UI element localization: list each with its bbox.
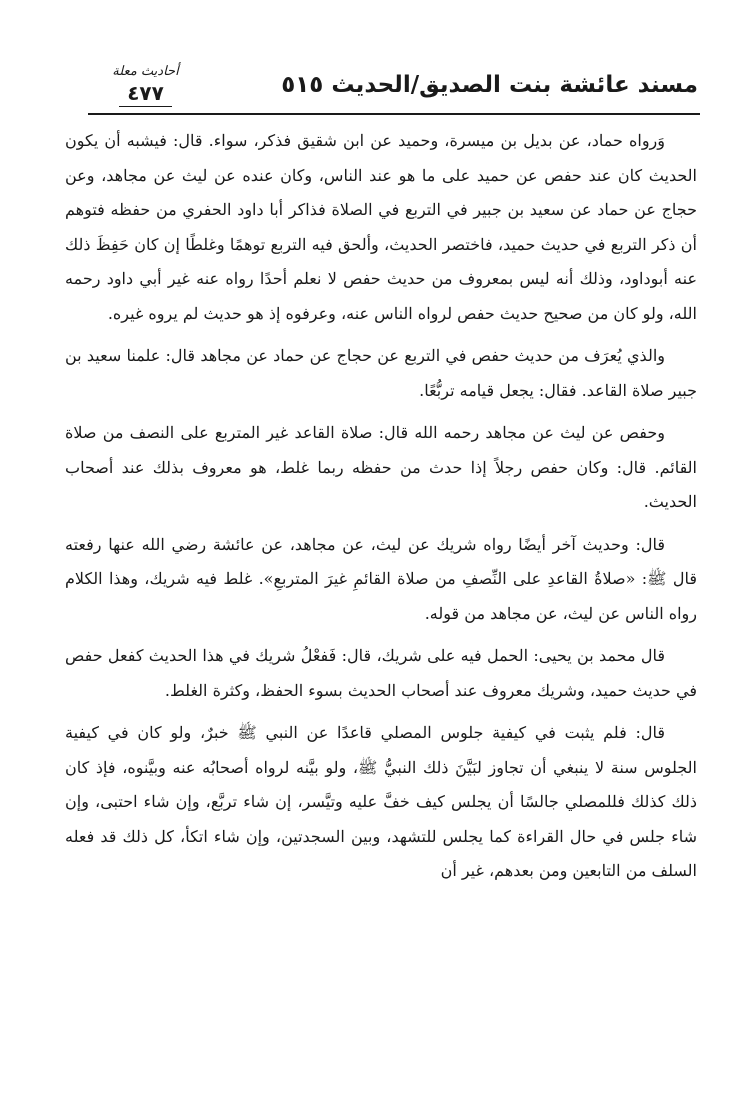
main-text — [65, 124, 697, 897]
page-title: مسند عائشة بنت الصديق/الحديث ٥١٥ — [281, 72, 698, 98]
page-number: ٤٧٧ — [119, 80, 172, 107]
running-header — [88, 64, 698, 120]
paragraph: قال محمد بن يحيى: الحمل فيه على شريك، قال: فَفعْلُ شريك في هذا الحديث كفعل حفص في حديث حميد، وشريك معروف عند أصحاب الحديث بسوء الحفظ، وكثرة الغلط. — [65, 646, 697, 700]
paragraph: وَرواه حماد، عن بديل بن ميسرة، وحميد عن ابن شقيق فذكر، سواء. قال: فيشبه أن يكون الحديث كان عند حفص عن حميد على ما هو عند الناس، وكان عنده عن ليث عن مجاهد، وعن حجاج عن حماد عن سعيد بن جبير في التربع في الصلاة فذاكر أبا داود الحفري من حفظه فتوهم أن ذكر التربع في حديث حميد، فاختصر الحديث، وألحق فيه التربع توهمًا وغلطًا إن كان حَفِظَ ذلك عنه أبوداود، وذلك أنه ليس بمعروف من حديث حفص لا نعلم أحدًا رواه عنه غير أبي داود رحمه الله، ولو كان من صحيح حديث حفص لرواه الناس عنه، وعرفوه إذ هو حديث لم يروه غيره. — [65, 131, 697, 323]
page-number-block — [88, 64, 203, 112]
paragraph: قال: وحديث آخر أيضًا رواه شريك عن ليث، عن مجاهد، عن عائشة رضي الله عنها رفعته قال ﷺ: «صلاةُ القاعدِ على النِّصفِ من صلاة القائمِ غيرَ المتربعِ». غلط فيه شريك، وهذا الكلام رواه الناس عن ليث، عن مجاهد من قوله. — [65, 534, 697, 623]
handwritten-note: أحاديث معلة — [112, 64, 179, 79]
paragraph: قال: فلم يثبت في كيفية جلوس المصلي قاعدًا عن النبي ﷺ خبرٌ، ولو كان في كيفية الجلوس سنة لا ينبغي أن تجاوز لبَيَّنَ ذلك النبيُّ ﷺ، ولو بيَّنه لرواه أصحابُه عنه وبيَّنوه، فإذ كان ذلك كذلك فللمصلي جالسًا أن يجلس كيف خفَّ عليه وتيَّسر، إن شاء تربَّع، وإن شاء احتبى، وإن شاء جلس في حال القراءة كما يجلس للتشهد، وبين السجدتين، وإن شاء اتكأ، كل ذلك قد فعله السلف من التابعين ومن بعدهم، غير أن — [65, 723, 697, 880]
paragraph: والذي يُعرَف من حديث حفص في التربع عن حجاج عن حماد عن مجاهد قال: علمنا سعيد بن جبير صلاة القاعد. فقال: يجعل قيامه تربُّعًا. — [65, 346, 697, 400]
header-divider — [88, 113, 700, 115]
paragraph: وحفص عن ليث عن مجاهد رحمه الله قال: صلاة القاعد غير المتربع على النصف من صلاة القائم. قال: وكان حفص رجلاً إذا حدث من حفظه ربما غلط، هو معروف بذلك عند أصحاب الحديث. — [65, 423, 697, 511]
